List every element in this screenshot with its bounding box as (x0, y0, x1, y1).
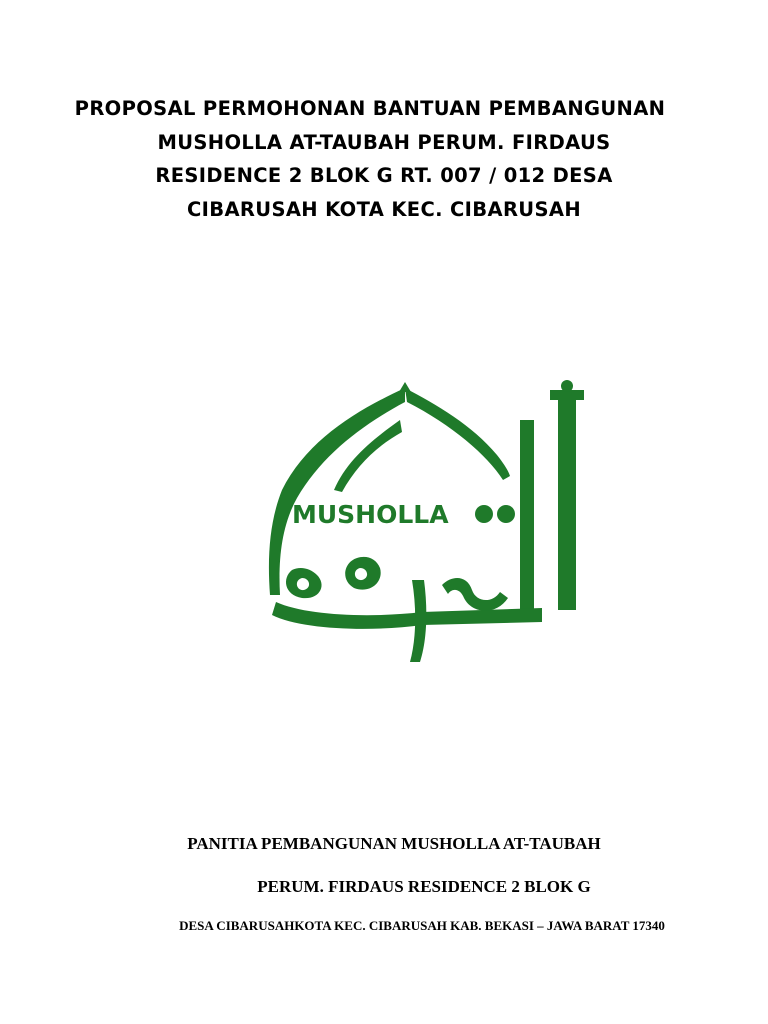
musholla-logo (262, 380, 592, 665)
title-line-4: CIBARUSAH KOTA KEC. CIBARUSAH (186, 197, 581, 221)
title-line-2: MUSHOLLA AT-TAUBAH PERUM. FIRDAUS (157, 130, 611, 154)
musholla-logo-graphic (262, 380, 592, 665)
title-line-1: PROPOSAL PERMOHONAN BANTUAN PEMBANGUNAN (74, 97, 666, 120)
committee-address: PERUM. FIRDAUS RESIDENCE 2 BLOK G (257, 877, 591, 896)
committee-region: DESA CIBARUSAHKOTA KEC. CIBARUSAH KAB. BEKASI – JAWA BARAT 17340 (179, 918, 665, 933)
title-line-3: RESIDENCE 2 BLOK G RT. 007 / 012 DESA (155, 164, 613, 187)
document-title (0, 92, 768, 226)
committee-name: PANITIA PEMBANGUNAN MUSHOLLA AT-TAUBAH (187, 834, 601, 853)
logo-wordmark: MUSHOLLA (292, 500, 449, 529)
